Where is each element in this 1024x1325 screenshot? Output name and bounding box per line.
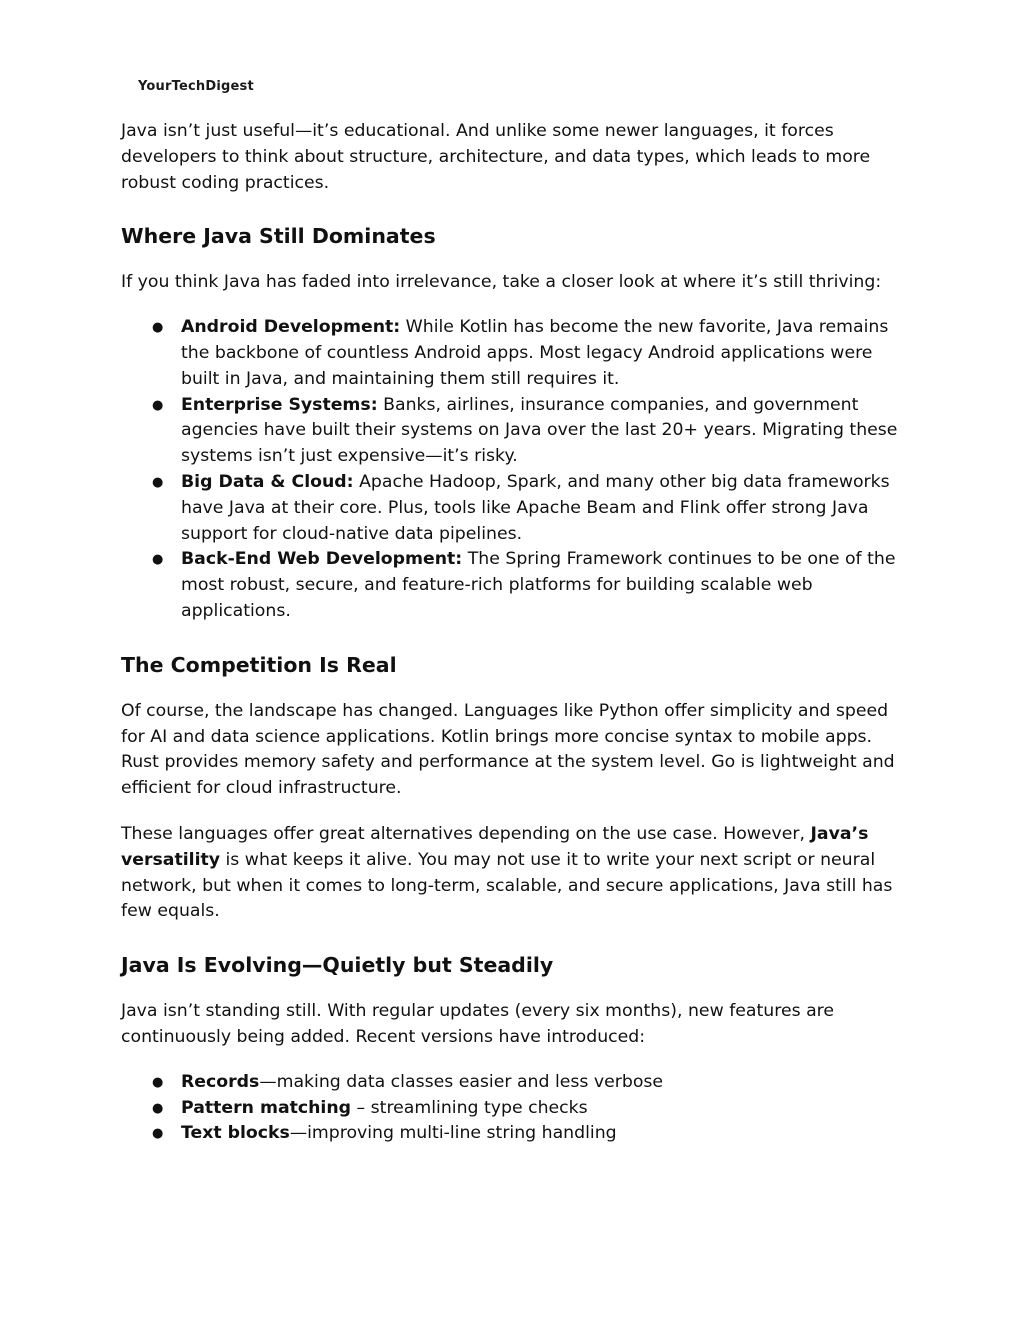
list-item: [181, 1096, 911, 1122]
features-list: [121, 1070, 911, 1147]
list-item: [181, 470, 911, 547]
section-heading-where-java-dominates: Where Java Still Dominates: [121, 224, 436, 249]
list-item-title: Enterprise Systems:: [181, 394, 378, 415]
site-logo: YourTechDigest: [138, 79, 254, 94]
list-item-text: —making data classes easier and less verbose: [259, 1071, 664, 1092]
versatility-bold: Java’s versatility: [121, 823, 869, 870]
list-item-title: Text blocks: [181, 1123, 290, 1144]
list-item-title: Back-End Web Development:: [181, 549, 463, 570]
section1-intro-paragraph: If you think Java has faded into irrelevance, take a closer look at where it’s still thriving:: [121, 272, 882, 293]
list-item: [181, 315, 911, 392]
list-item: [181, 1070, 911, 1096]
list-item: [181, 1121, 911, 1147]
list-item-title: Records: [181, 1071, 260, 1092]
intro-paragraph: Java isn’t just useful—it’s educational. And unlike some newer languages, it forces developers to think about structure, architecture, and data types, which leads to more robust coding practices.: [121, 121, 871, 193]
list-item-title: Pattern matching: [181, 1097, 352, 1118]
versatility-text-end: is what keeps it alive. You may not use it to write your next script or neural network, but when it comes to long-term, scalable, and secure applications, Java still has few equals.: [121, 849, 893, 922]
list-item-text: While Kotlin has become the new favorite, Java remains the backbone of countless Android apps. Most legacy Android applications were built in Java, and maintaining them still requires it.: [181, 317, 889, 389]
list-item-text: Apache Hadoop, Spark, and many other big data frameworks have Java at their core. Plus, tools like Apache Beam and Flink offer strong Java support for cloud-native data pipelines.: [181, 471, 890, 544]
list-item-text: The Spring Framework continues to be one of the most robust, secure, and feature-rich platforms for building scalable web applications.: [181, 549, 896, 621]
dominates-list: [121, 315, 911, 625]
competition-paragraph: Of course, the landscape has changed. Languages like Python offer simplicity and speed for AI and data science applications. Kotlin brings more concise syntax to mobile apps. Rust provides memory safety and performance at the system level. Go is lightweight and efficient for cloud infrastructure.: [121, 700, 895, 799]
section-heading-evolving: Java Is Evolving—Quietly but Steadily: [121, 953, 554, 978]
list-item: [181, 547, 911, 624]
list-item: [181, 393, 911, 470]
article-body: [121, 119, 911, 1147]
list-item-title: Android Development:: [181, 317, 401, 338]
section3-intro-paragraph: Java isn’t standing still. With regular updates (every six months), new features are continuously being added. Recent versions have introduced:: [121, 1001, 835, 1047]
list-item-title: Big Data & Cloud:: [181, 471, 354, 492]
list-item-text: Banks, airlines, insurance companies, and government agencies have built their systems on Java over the last 20+ years. Migrating these systems isn’t just expensive—it’s risky.: [181, 394, 898, 467]
versatility-text-start: These languages offer great alternatives depending on the use case. However,: [121, 823, 811, 844]
list-item-text: —improving multi-line string handling: [289, 1123, 617, 1144]
list-item-text: – streamlining type checks: [351, 1097, 588, 1118]
versatility-paragraph: [121, 822, 911, 925]
section-heading-competition: The Competition Is Real: [121, 652, 397, 677]
